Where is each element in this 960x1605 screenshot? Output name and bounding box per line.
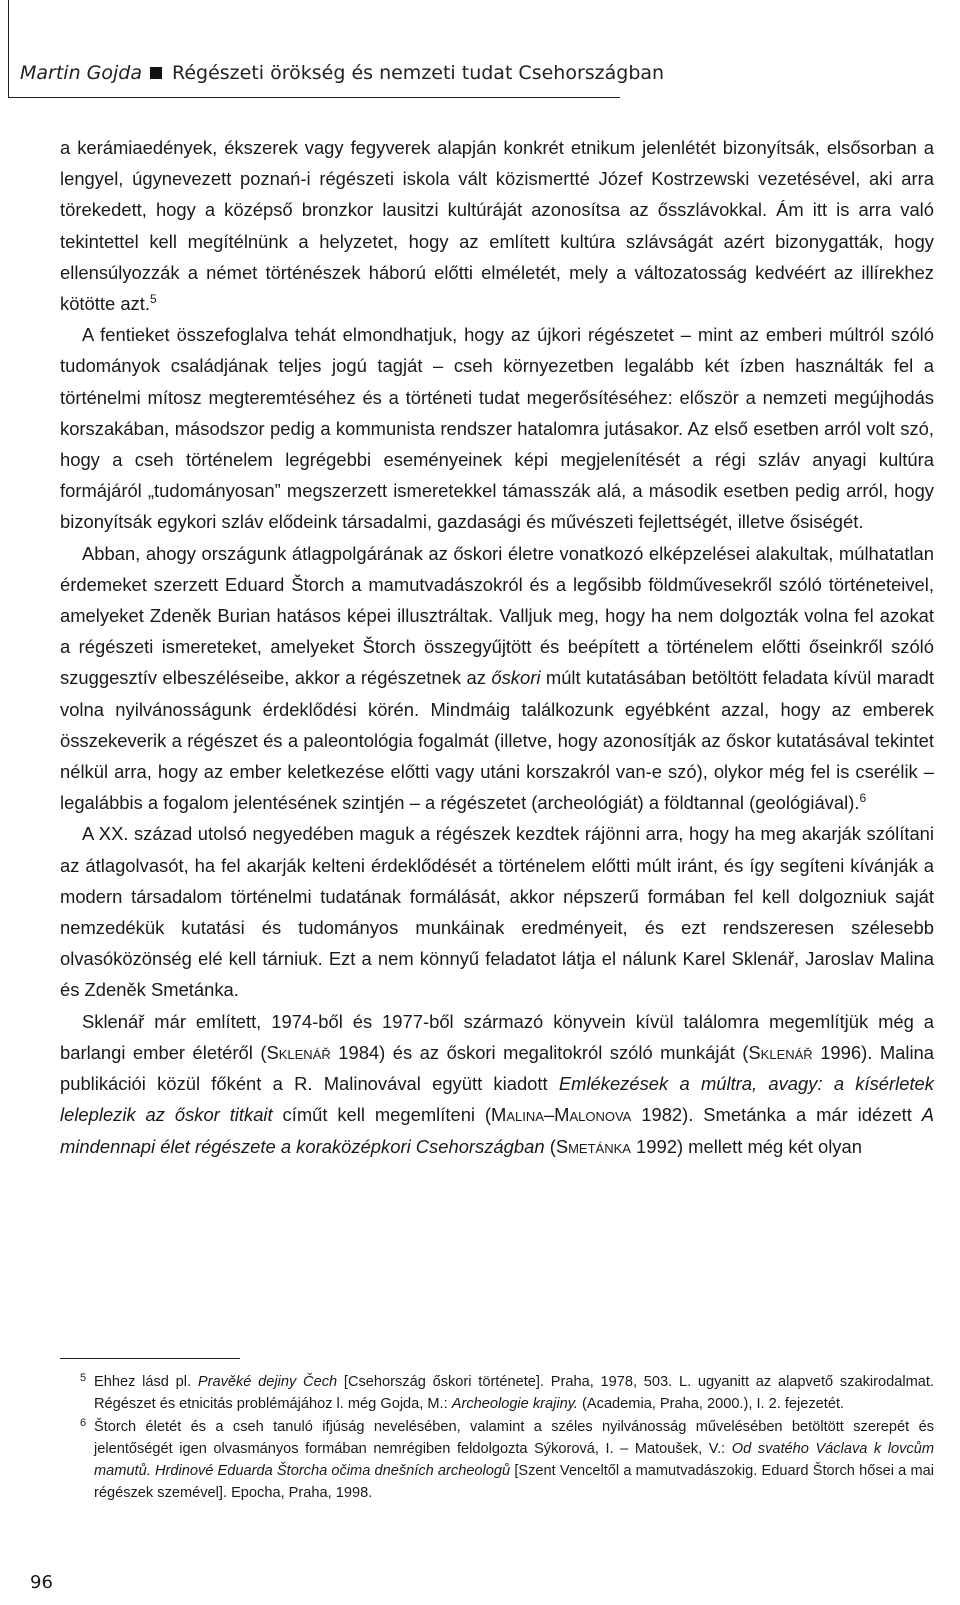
footnote-5: 5 Ehhez lásd pl. Pravěké dejiny Čech [Csehország őskori története]. Praha, 1978, 503. L. ugyanitt az alapvető szakirodalmat. Régészet és etnicitás problémájához l. még Gojda, M.: Archeologie krajiny. (Academia, Praha, 2000.), I. 2. fejezetét. bbox=[80, 1371, 934, 1416]
page-number: 96 bbox=[30, 1572, 53, 1593]
header-left-rule bbox=[8, 0, 9, 98]
running-header bbox=[20, 62, 664, 84]
paragraph-2: A fentieket összefoglalva tehát elmondhatjuk, hogy az újkori régészetet – mint az emberi múltról szóló tudományok családjának teljes jogú tagját – cseh környezetben legalább két ízben használták fel a történelmi mítosz megteremtéséhez és a történeti tudat megerősítéséhez: először a nemzeti megújhodás korszakában, másodszor pedig a kommunista rendszer hatalomra jutásakor. Az első esetben arról volt szó, hogy a cseh történelem legrégebbi eseményeinek képi megjelenítését a régi szláv anyagi kultúra formájáról „tudományosan” megszerzett ismeretekkel támasszák alá, a második esetben pedig arról, hogy bizonyítsák egykori szláv elődeink társadalmi, gazdasági és művészeti fejlettségét, illetve ősiségét. bbox=[60, 324, 934, 533]
main-text bbox=[60, 132, 934, 1162]
footnote-number: 6 bbox=[80, 1416, 87, 1429]
footnote-divider bbox=[60, 1358, 240, 1359]
paragraph-5: Sklenář már említett, 1974-ből és 1977-ből származó könyvein kívül találomra megemlítjük még a barlangi ember életéről (Sklenář 1984) és az őskori megalitokról szóló munkáját (Sklenář 1996). Malina publikációi közül főként a R. Malinovával együtt kiadott Emlékezések a múltra, avagy: a kísérletek leleplezik az őskor titkait címűt kell megemlíteni (Malina–Malonova 1982). Smetánka a már idézett A mindennapi élet régészete a koraközépkori Csehországban (Smetánka 1992) mellett még két olyan bbox=[60, 1010, 934, 1157]
paragraph-4: A XX. század utolsó negyedében maguk a régészek kezdtek rájönni arra, hogy ha meg akarják szólítani az átlagolvasót, ha fel akarják kelteni érdeklődését a történelem előtti múlt iránt, és így segíteni kívánják a modern társadalom történelmi tudatának formálását, akkor népszerű formában fel kell dolgozniuk saját nemzedékük kutatási és tudományos munkáinak eredményeit, és ezt rendszeresen szélesebb olvasóközönség elé kell tárniuk. Ezt a nem könnyű feladatot látja el nálunk Karel Sklenář, Jaroslav Malina és Zdeněk Smetánka. bbox=[60, 823, 934, 1001]
footnote-ref-5: 5 bbox=[149, 292, 157, 307]
footnotes bbox=[80, 1371, 934, 1505]
footnote-6: 6 Štorch életét és a cseh tanuló ifjúság nevelésében, valamint a széles nyilvánosság művelésében betöltött szerepét és jelentőségét igen olvasmányos formában nemrégiben feldolgozta Sýkorová, I. – Matoušek, V.: Od svatého Václava k lovcům mamutů. Hrdinové Eduarda Štorcha očima dnešních archeologů [Szent Venceltől a mamutvadászokig. Eduard Štorch hősei a mai régészek szemével]. Epocha, Praha, 1998. bbox=[80, 1416, 934, 1505]
header-title: Régészeti örökség és nemzeti tudat Csehországban bbox=[172, 62, 665, 84]
header-rule bbox=[8, 97, 620, 98]
footnote-number: 5 bbox=[80, 1372, 87, 1384]
paragraph-1: a kerámiaedények, ékszerek vagy fegyverek alapján konkrét etnikum jelenlétét bizonyítsák, elsősorban a lengyel, úgynevezett poznań-i régészeti iskola vált közismertté Józef Kostrzewski vezetésével, aki arra törekedett, hogy a középső bronzkor lausitzi kultúráját azonosítsa az ősszlávokkal. Ám itt is arra való tekintettel kell megítélnünk a helyzetet, hogy az említett kultúra szlávságát azért bizonygatták, hogy ellensúlyozzák a német történészek háború előtti elméletét, mely a változatosság kedvéért az illírekhez kötötte azt.$^5$ bbox=[60, 137, 934, 315]
paragraph-3: Abban, ahogy országunk átlagpolgárának az őskori életre vonatkozó elképzelései alakultak, múlhatatlan érdemeket szerzett Eduard Štorch a mamutvadászokról és a legősibb földművesekről szóló történeteivel, amelyeket Zdeněk Burian hatásos képei illusztráltak. Valljuk meg, hogy ha nem dolgozták volna fel azokat a régészeti ismereteket, amelyeket Štorch összegyűjtött és beépített a történelem előtti őseinkről szóló szuggesztív elbeszéléseibe, akkor a régészetnek az őskori múlt kutatásában betöltött feladata kívül maradt volna nyilvánosságunk érdeklődési körén. Mindmáig találkozunk egyébként azzal, hogy az emberek összekeverik a régészet és a paleontológia fogalmát (illetve, hogy azonosítják az őskor kutatásával tekintet nélkül arra, hogy az ember keletkezése előtti vagy utáni korszakról van-e szó), olykor még fel is cserélik – legalábbis a fogalom jelentésének szintjén – a régészetet (archeológiát) a földtannal (geológiával).$^6$ bbox=[60, 542, 934, 814]
footnote-ref-6: 6 bbox=[859, 791, 867, 806]
square-bullet-icon bbox=[150, 67, 162, 79]
header-author: Martin Gojda bbox=[20, 62, 142, 84]
